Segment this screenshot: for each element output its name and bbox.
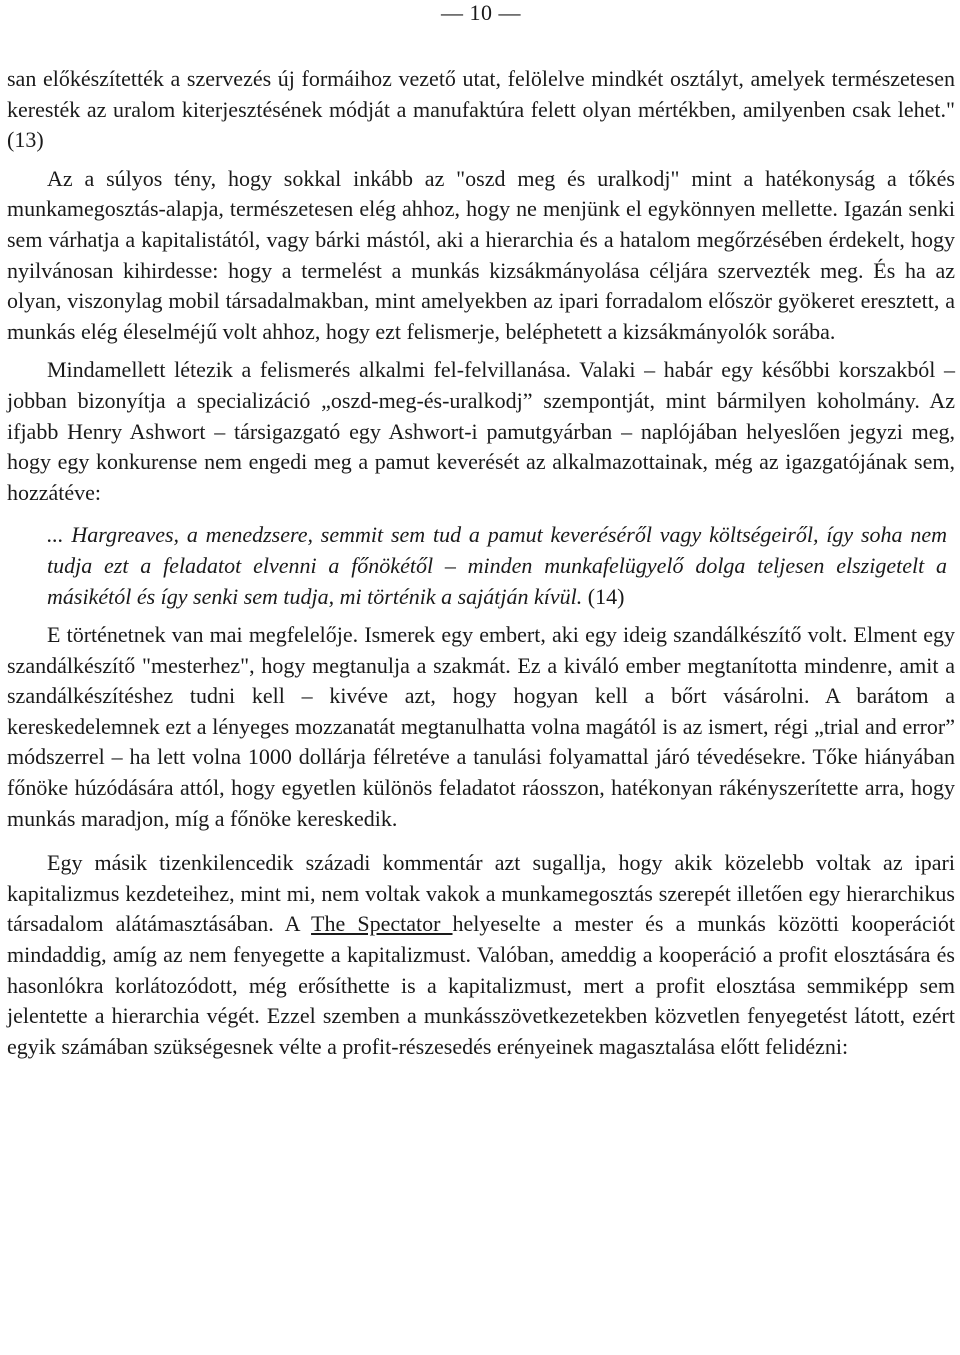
paragraph-2: Az a súlyos tény, hogy sokkal inkább az "oszd meg és uralkodj" mint a hatékonyság a tőkés munkamegosztás-alapja, természetesen elég ahhoz, hogy ne menjünk el egykönnyen mellette. Igazán senki sem várhatja a kapitalistától, vagy bárki mástól, aki a hierarchia és a hatalom megőrzésében érdekelt, hogy nyilvánosan kihirdesse: hogy a termelést a munkás kizsákmányolása céljára szervezték meg. És ha az olyan, viszonylag mobil társadalmakban, mint amelyekben az ipari forradalom először gyökeret eresztett, a munkás elég éleselméjű volt ahhoz, hogy ezt felismerje, beléphetett a kizsákmányolók sorába. [7,165,955,344]
block-quote [7,520,955,612]
paragraph-3: Mindamellett létezik a felismerés alkalmi fel-felvillanása. Valaki – habár egy későbbi korszakból – jobban bizonyítja a specializáció „oszd-meg-és-uralkodj” szempontját, mint bármilyen koholmány. Az ifjabb Henry Ashwort – társigazgató egy Ashwort-i pamutgyárban – naplójában helyeslően jegyzi meg, hogy egy konkurense nem engedi meg a pamut keverését az alkalmazottainak, még az igazgatójának sem, hozzátéve: [7,357,955,505]
paragraph-1: san előkészítették a szervezés új formáihoz vezető utat, felölelve mindkét osztályt, amelyek természetesen keresték az uralom kiterjesztésének módját a manufaktúra felett olyan mértékben, amilyenben csak lehet." (13) [7,66,955,153]
page-number: — 10 — [441,0,521,25]
the-spectator-reference: The Spectator [311,911,453,937]
paragraph-5-body: helyeselte a mester és a munkás közötti kooperációt mindaddig, amíg az nem fenyegette a kapitalizmust. Valóban, ameddig a kooperáció a profit elosztására és hasonlókra korlátozódott, még erősíthette is a kapitalizmust, mert a profit elosztása semmiképp sem jelentette a hierarchia végét. Ezzel szemben a munkásszövetkezetekben közvetlen fenyegetést látott, ezért egyik számában szükségesnek vélte a profit-részesedés erényeinek magasztalása előtt felidézni: [7,911,955,1059]
quote-reference: (14) [582,583,625,609]
paragraph-4: E történetnek van mai megfelelője. Ismerek egy embert, aki egy ideig szandálkészítő volt. Elment egy szandálkészítő "mesterhez", hogy megtanulja a szakmát. Ez a kiváló ember megtanította mindenre, amit a szandálkészítéshez tudni kell – kivéve azt, hogy hogyan kell a bőrt vásárolni. A barátom a kereskedelemnek ezt a lényeges mozzanatát megtanulhatta volna magától is az ismert, régi „trial and error” módszerrel – ha lett volna 1000 dollárja félretéve a tanulási folyamattal járó tévedésekre. Tőke hiányában főnöke húzódására attól, hogy egyetlen különös feladatot ráosszon, hatékonyan rákényszerítette arra, hogy munkás maradjon, míg a főnöke kereskedik. [7,622,955,831]
paragraph-5 [7,848,955,1062]
paragraph-5-intro: Egy másik tizenkilencedik századi kommentár azt sugallja, hogy akik közelebb voltak az ipari kapitalizmus kezdeteihez, mint mi, nem voltak vakok a munkamegosztás szerepét illetően egy hierarchikus társadalom alátámasztásában. A [7,850,955,937]
quote-text: ... Hargreaves, a menedzsere, semmit sem tud a pamut keveréséről vagy költségeiről, így soha nem tudja ezt a feladatot elvenni a főnökétől – minden munkafelügyelő dolga teljesen elszigetelt a másikétól és így senki sem tudja, mi történik a sajátján kívül. [47,522,947,609]
